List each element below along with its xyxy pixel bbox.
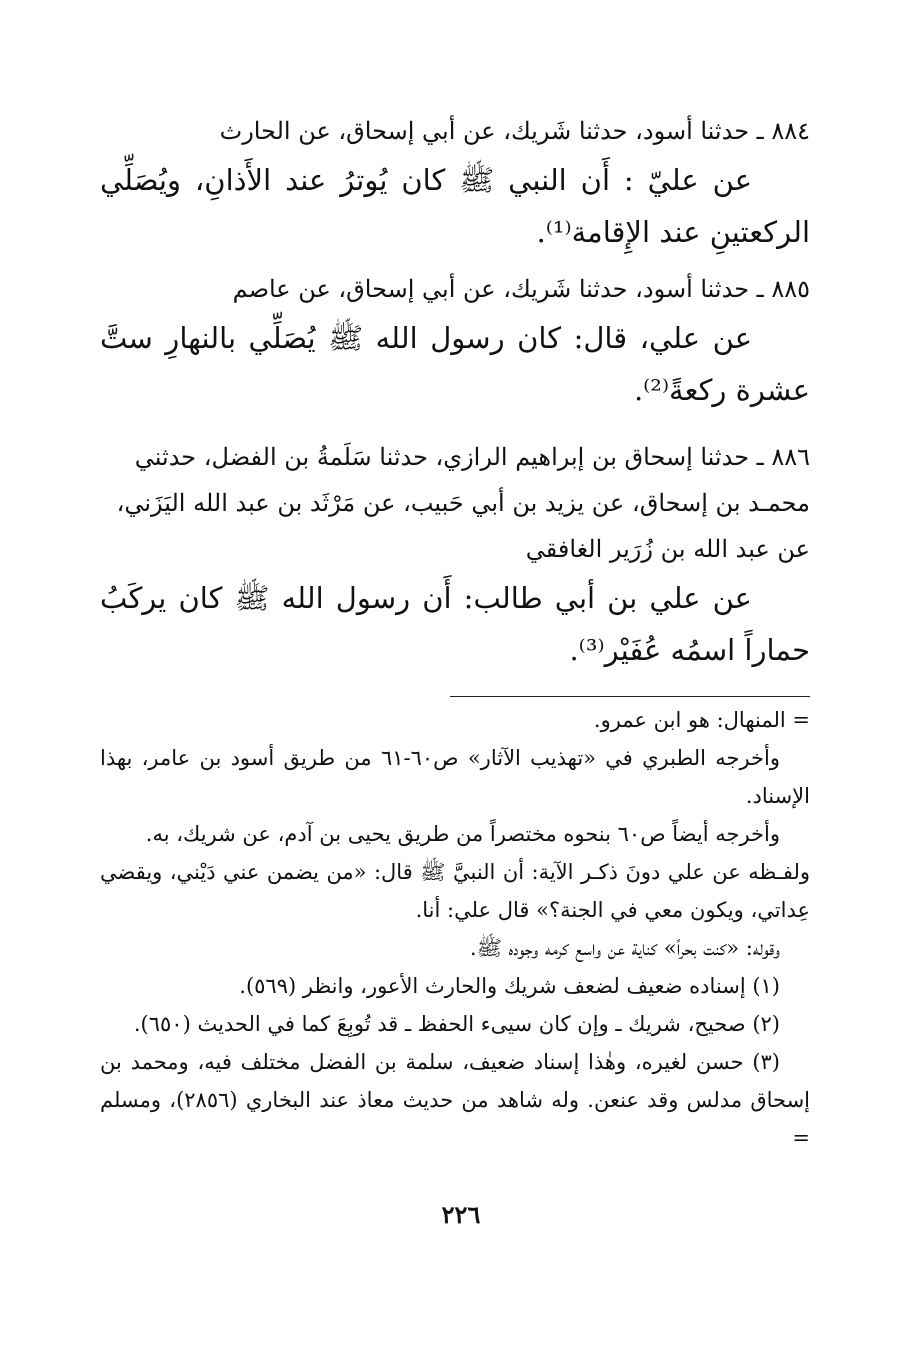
hadith-885-matn: عن علي، قال: كان رسول الله ﷺ يُصَلِّي بالنهارِ ستَّ عشرة ركعةً⁽²⁾. <box>100 321 810 407</box>
footnote-continuation-5: وقوله: «كنت بحراً» كناية عن واسع كرمه وجوده ﷺ. <box>469 936 780 960</box>
hadith-884-isnad: ٨٨٤ ـ حدثنا أسود، حدثنا شَريك، عن أبي إسحاق، عن الحارث <box>219 117 810 145</box>
hadith-885-isnad: ٨٨٥ ـ حدثنا أسود، حدثنا شَريك، عن أبي إسحاق، عن عاصم <box>232 275 810 303</box>
footnote-continuation-3: وأخرجه أيضاً ص٦٠ بنحوه مختصراً من طريق يحيى بن آدم، عن شريك، به. <box>145 822 780 846</box>
footnote-continuation-4: ولفـظه عن علي دونَ ذكـر الآية: أن النبيَّ ﷺ قال: «من يضمن عني دَيْني، ويقضي عِداتي، ويكون معي في الجنة؟» قال علي: أنا. <box>100 860 810 922</box>
page-number: ٢٢٦ <box>441 1200 481 1229</box>
footnote-3: (٣) حسن لغيره، وهٰذا إسناد ضعيف، سلمة بن الفضل مختلف فيه، ومحمد بن إسحاق مدلس وقد عنعن. وله شاهد من حديث معاذ عند البخاري (٢٨٥٦)، ومسلم = <box>100 1050 810 1150</box>
hadith-886-matn: عن علي بن أبي طالب: أَن رسول الله ﷺ كان يركَبُ حماراً اسمُه عُفَيْر⁽³⁾. <box>100 581 810 667</box>
footnote-continuation-2: وأخرجه الطبري في «تهذيب الآثار» ص٦٠-٦١ من طريق أسود بن عامر، بهذا الإسناد. <box>100 746 810 808</box>
page-body <box>100 108 810 1157</box>
hadith-884-matn: عن عليّ : أَن النبي ﷺ كان يُوترُ عند الأَذانِ، ويُصَلِّي الركعتينِ عند الإِقامة⁽¹⁾. <box>100 163 810 249</box>
footnote-1: (١) إسناده ضعيف لضعف شريك والحارث الأعور، وانظر (٥٦٩). <box>239 974 780 998</box>
footnote-divider <box>450 696 810 697</box>
hadith-886-isnad: ٨٨٦ ـ حدثنا إسحاق بن إبراهيم الرازي، حدثنا سَلَمةُ بن الفضل، حدثني محمـد بن إسحاق، عن يزيد بن أبي حَبيب، عن مَرْثَد بن عبد الله اليَزَني، عن عبد الله بن زُرَير الغافقي <box>116 443 810 563</box>
footnote-continuation-1: = المنهال: هو ابن عمرو. <box>593 708 810 732</box>
footnote-2: (٢) صحيح، شريك ـ وإن كان سيىء الحفظ ـ قد تُوبِعَ كما في الحديث (٦٥٠). <box>133 1012 780 1036</box>
